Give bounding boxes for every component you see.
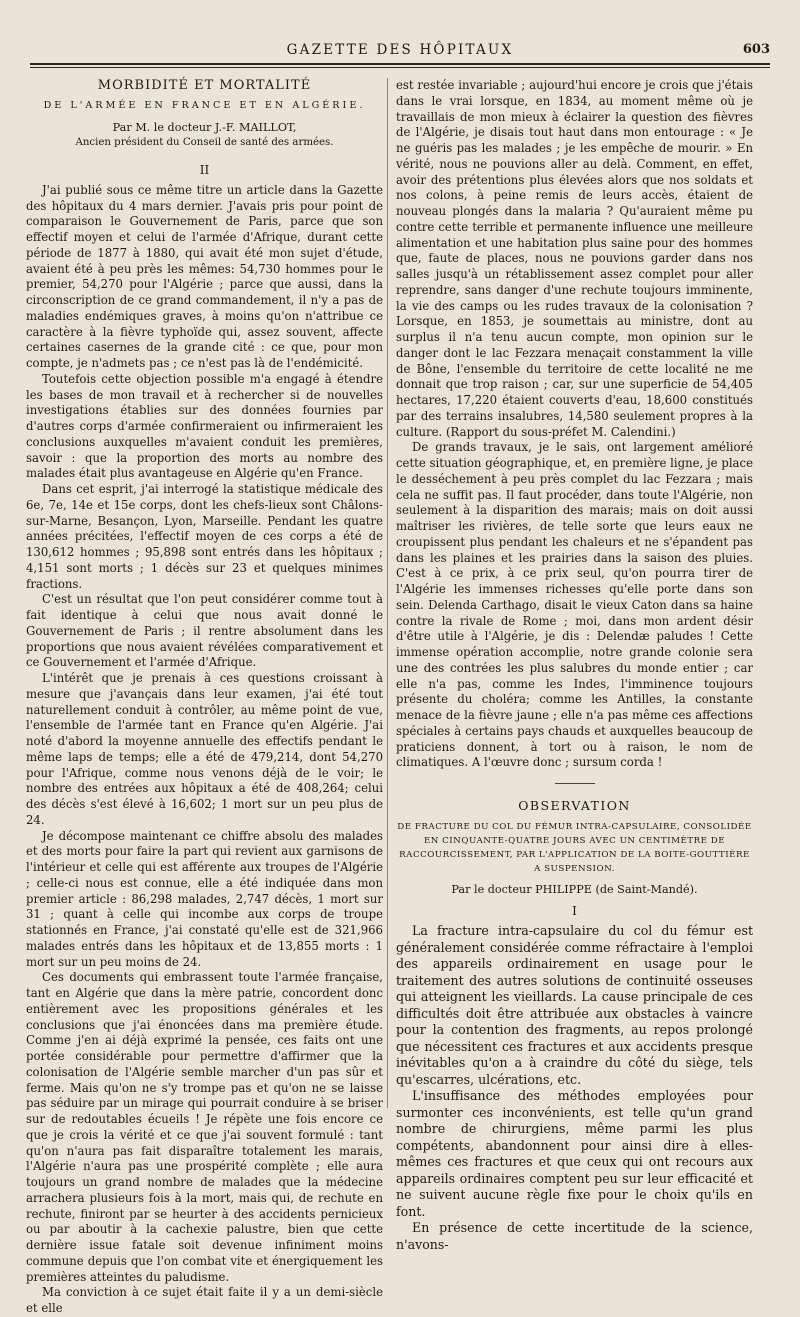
paragraph: L'intérêt que je prenais à ces questions croissant à mesure que j'avançais dans leur examen, j'ai été tout naturellement conduit à contrôler, au même point de vue, l'ensemble de l'armée tant en France qu'en Algérie. J'ai noté d'abord la moyenne annuelle des effectifs pendant le même laps de temps; elle a été de 479,214, dont 54,270 pour l'Afrique, comme nous venons déjà de le voir; le nombre des entrées aux hôpitaux a été de 408,264; celui des décès s'est élevé à 16,602; 1 mort sur un peu plus de 24. xyxy=(26,671,383,827)
paragraph: J'ai publié sous ce même titre un article dans la Gazette des hôpitaux du 4 mars dernier. J'avais pris pour point de comparaison le Gouvernement de Paris, parce que son effectif moyen et celui de l'armée d'Afrique, durant cette période de 1877 à 1880, qui avait été mon sujet d'étude, avaient été à peu près les mêmes: 54,730 hommes pour le premier, 54,270 pour l'Algérie ; parce que aussi, dans la circonscription de ce grand commandement, il n'y a pas de maladies endémiques graves, à moins qu'on n'attribue ce caractère à la fièvre typhoïde qui, assez souvent, affecte certaines casernes de la grande cité : ce que, pour mon compte, je n'admets pas ; ce n'est pas là de l'endémicité. xyxy=(26,182,383,370)
journal-title: GAZETTE DES HÔPITAUX xyxy=(286,42,514,58)
paragraph: C'est un résultat que l'on peut considérer comme tout à fait identique à celui que nous avait donné le Gouvernement de Paris ; il rentre absolument dans les proportions que nous avaient révélées comparativement et ce Gouvernement et l'armée d'Afrique. xyxy=(26,592,383,670)
paragraph: Ma conviction à ce sujet était faite il y a un demi-siècle et elle xyxy=(26,1285,383,1315)
paragraph: Dans cet esprit, j'ai interrogé la statistique médicale des 6e, 7e, 14e et 15e corps, dont les chefs-lieux sont Châlons-sur-Marne, Besançon, Lyon, Marseille. Pendant les quatre années précitées, l'effectif moyen de ces corps a été de 130,612 hommes ; 95,898 sont entrés dans les hôpitaux ; 4,151 sont morts ; 1 décès sur 23 et quelques minimes fractions. xyxy=(26,482,383,591)
paragraph: Ces documents qui embrassent toute l'armée française, tant en Algérie que dans la mère patrie, concordent donc entièrement avec les propositions générales et les conclusions que j'ai énoncées dans ma première étude. Comme j'en ai déjà exprimé la pensée, ces faits ont une portée considérable pour permettre d'affirmer que la colonisation de l'Algérie semble marcher d'un pas sûr et ferme. Mais qu'on ne s'y trompe pas et qu'on ne se laisse pas séduire par un mirage qui pourrait conduire à se briser sur de redoutables écueils ! Je répète une fois encore ce que je crois la vérité et ce que j'ai souvent formulé : tant qu'on n'aura pas fait disparaître totalement les marais, l'Algérie n'aura pas une prospérité complète ; elle aura toujours un grand nombre de malades que la médecine arrachera plusieurs fois à la mort, mais qui, de rechute en rechute, finiront par se heurter à des accidents pernicieux ou par aboutir à la cachexie palustre, bien que cette dernière issue fatale soit devenue infiniment moins commune depuis que l'on combat vite et énergiquement les premières atteintes du paludisme. xyxy=(26,970,383,1284)
left-column xyxy=(26,78,383,1315)
page-header xyxy=(30,40,770,62)
article-byline-affiliation: Ancien président du Conseil de santé des armées. xyxy=(75,137,334,149)
paragraph: De grands travaux, je le sais, ont largement amélioré cette situation géographique, et, en première ligne, je place le desséchement à peu près complet du lac Fezzara ; mais cela ne suffit pas. Il faut procéder, dans toute l'Algérie, non seulement à la disparition des marais; mais on doit aussi maîtriser les rivières, de telle sorte que leurs eaux ne croupissent plus pendant les chaleurs et ne s'épandent pas dans les plaines et les prairies dans la saison des pluies. C'est à ce prix, à ce prix seul, qu'on pourra tirer de l'Algérie les immenses richesses qu'elle porte dans son sein. Delenda Carthago, disait le vieux Caton dans sa haine contre la rivale de Rome ; moi, dans mon ardent désir d'être utile à l'Algérie, je dis : Delendæ paludes ! Cette immense opération accomplie, notre grande colonie sera une des contrées les plus salubres du monde entier ; car elle n'a pas, comme les Indes, l'imminence toujours présente du choléra; comme les Antilles, la constante menace de la fièvre jaune ; elle n'a pas même ces affections spéciales à certains pays chauds et auxquelles beaucoup de praticiens donnent, à tort ou à raison, le nom de climatiques. A l'œuvre donc ; sursum corda ! xyxy=(396,440,753,770)
article-subtitle: DE L'ARMÉE EN FRANCE ET EN ALGÉRIE. xyxy=(43,99,366,111)
article-byline: Par le docteur PHILIPPE (de Saint-Mandé). xyxy=(451,882,698,896)
article-separator xyxy=(555,783,595,784)
paragraph: Toutefois cette objection possible m'a engagé à étendre les bases de mon travail et à rechercher si de nouvelles investigations établies sur des données fournies par d'autres corps d'armée confirmeraient ou infirmeraient les conclusions auxquelles m'avaient conduit les premières, savoir : que la proportion des morts au nombre des malades était plus avantageuse en Algérie qu'en France. xyxy=(26,371,383,481)
right-column xyxy=(396,78,753,1252)
header-rule-thick xyxy=(30,63,770,65)
article-subtitle: DE FRACTURE DU COL DU FÉMUR INTRA-CAPSULAIRE, CONSOLIDÉE EN CINQUANTE-QUATRE JOURS AVEC UN CENTIMÈTRE DE RACCOURCISSEMENT, PAR L'APPLICATION DE LA BOITE-GOUTTIÈRE A SUSPENSION. xyxy=(397,821,752,874)
article-title: MORBIDITÉ ET MORTALITÉ xyxy=(97,78,312,93)
page-number: 603 xyxy=(742,42,770,57)
section-number: II xyxy=(199,163,210,177)
paragraph: En présence de cette incertitude de la science, n'avons- xyxy=(396,1220,753,1252)
article-byline: Par M. le docteur J.-F. MAILLOT, xyxy=(112,120,297,134)
article-body xyxy=(396,923,753,1253)
column-divider xyxy=(387,78,388,1108)
article-title: OBSERVATION xyxy=(518,798,631,813)
paragraph: La fracture intra-capsulaire du col du fémur est généralement considérée comme réfractaire à l'emploi des appareils ordinairement en usage pour le traitement des autres solutions de continuité osseuses qui atteignent les vieillards. La cause principale de ces difficultés doit être attribuée aux obstacles à vaincre pour la contention des fragments, au repos prolongé que nécessitent ces fractures et aux accidents presque inévitables qu'on a à craindre du côté du siège, tels qu'escarres, ulcérations, etc. xyxy=(396,923,753,1087)
paragraph: est restée invariable ; aujourd'hui encore je crois que j'étais dans le vrai lorsque, en 1834, au moment même où je travaillais de mon mieux à éclairer la question des fièvres de l'Algérie, je disais tout haut dans mon entourage : « Je ne guéris pas les malades ; je les empêche de mourir. » En vérité, nous ne pouvions aller au delà. Comment, en effet, avoir des prétentions plus élevées alors que nos soldats et nos colons, à peine remis de leurs accès, étaient de nouveau plongés dans la malaria ? Qu'auraient même pu contre cette terrible et permanente influence une meilleure alimentation et une habitation plus saine pour des hommes que, faute de places, nous ne pouvions garder dans nos salles jusqu'à un rétablissement assez complet pour aller reprendre, sans danger d'une rechute toujours imminente, la vie des camps ou les rudes travaux de la colonisation ? Lorsque, en 1853, je soumettais au ministre, dont au surplus il n'a tenu aucun compte, mon opinion sur le danger dont le lac Fezzara menaçait constamment la ville de Bône, l'ensemble du territoire de cette localité ne me donnait que trop raison ; car, sur une superficie de 54,405 hectares, 17,220 étaient couverts d'eau, 18,600 constitués par des terrains insalubres, 14,580 seulement propres à la culture. (Rapport du sous-préfet M. Calendini.) xyxy=(396,78,753,439)
paragraph: Je décompose maintenant ce chiffre absolu des malades et des morts pour faire la part qui revient aux garnisons de l'intérieur et celle qui est afférente aux troupes de l'Algérie ; celle-ci nous est connue, elle a été indiquée dans mon premier article : 86,298 malades, 2,747 décès, 1 mort sur 31 ; quant à celle qui incombe aux corps de troupe stationnés en France, j'ai constaté qu'elle est de 321,966 malades entrés dans les hôpitaux et de 13,855 morts : 1 mort sur un peu moins de 24. xyxy=(26,828,383,969)
section-number: I xyxy=(572,903,577,918)
header-rule-thin xyxy=(30,67,770,68)
paragraph: L'insuffisance des méthodes employées pour surmonter ces inconvénients, est telle qu'un grand nombre de chirurgiens, même parmi les plus compétents, abandonnent pour ainsi dire à elles-mêmes ces fractures et que ceux qui ont recours aux appareils ordinaires comptent peu sur leur efficacité et ne suivent aucune règle fixe pour le choix qu'ils en font. xyxy=(396,1088,753,1219)
